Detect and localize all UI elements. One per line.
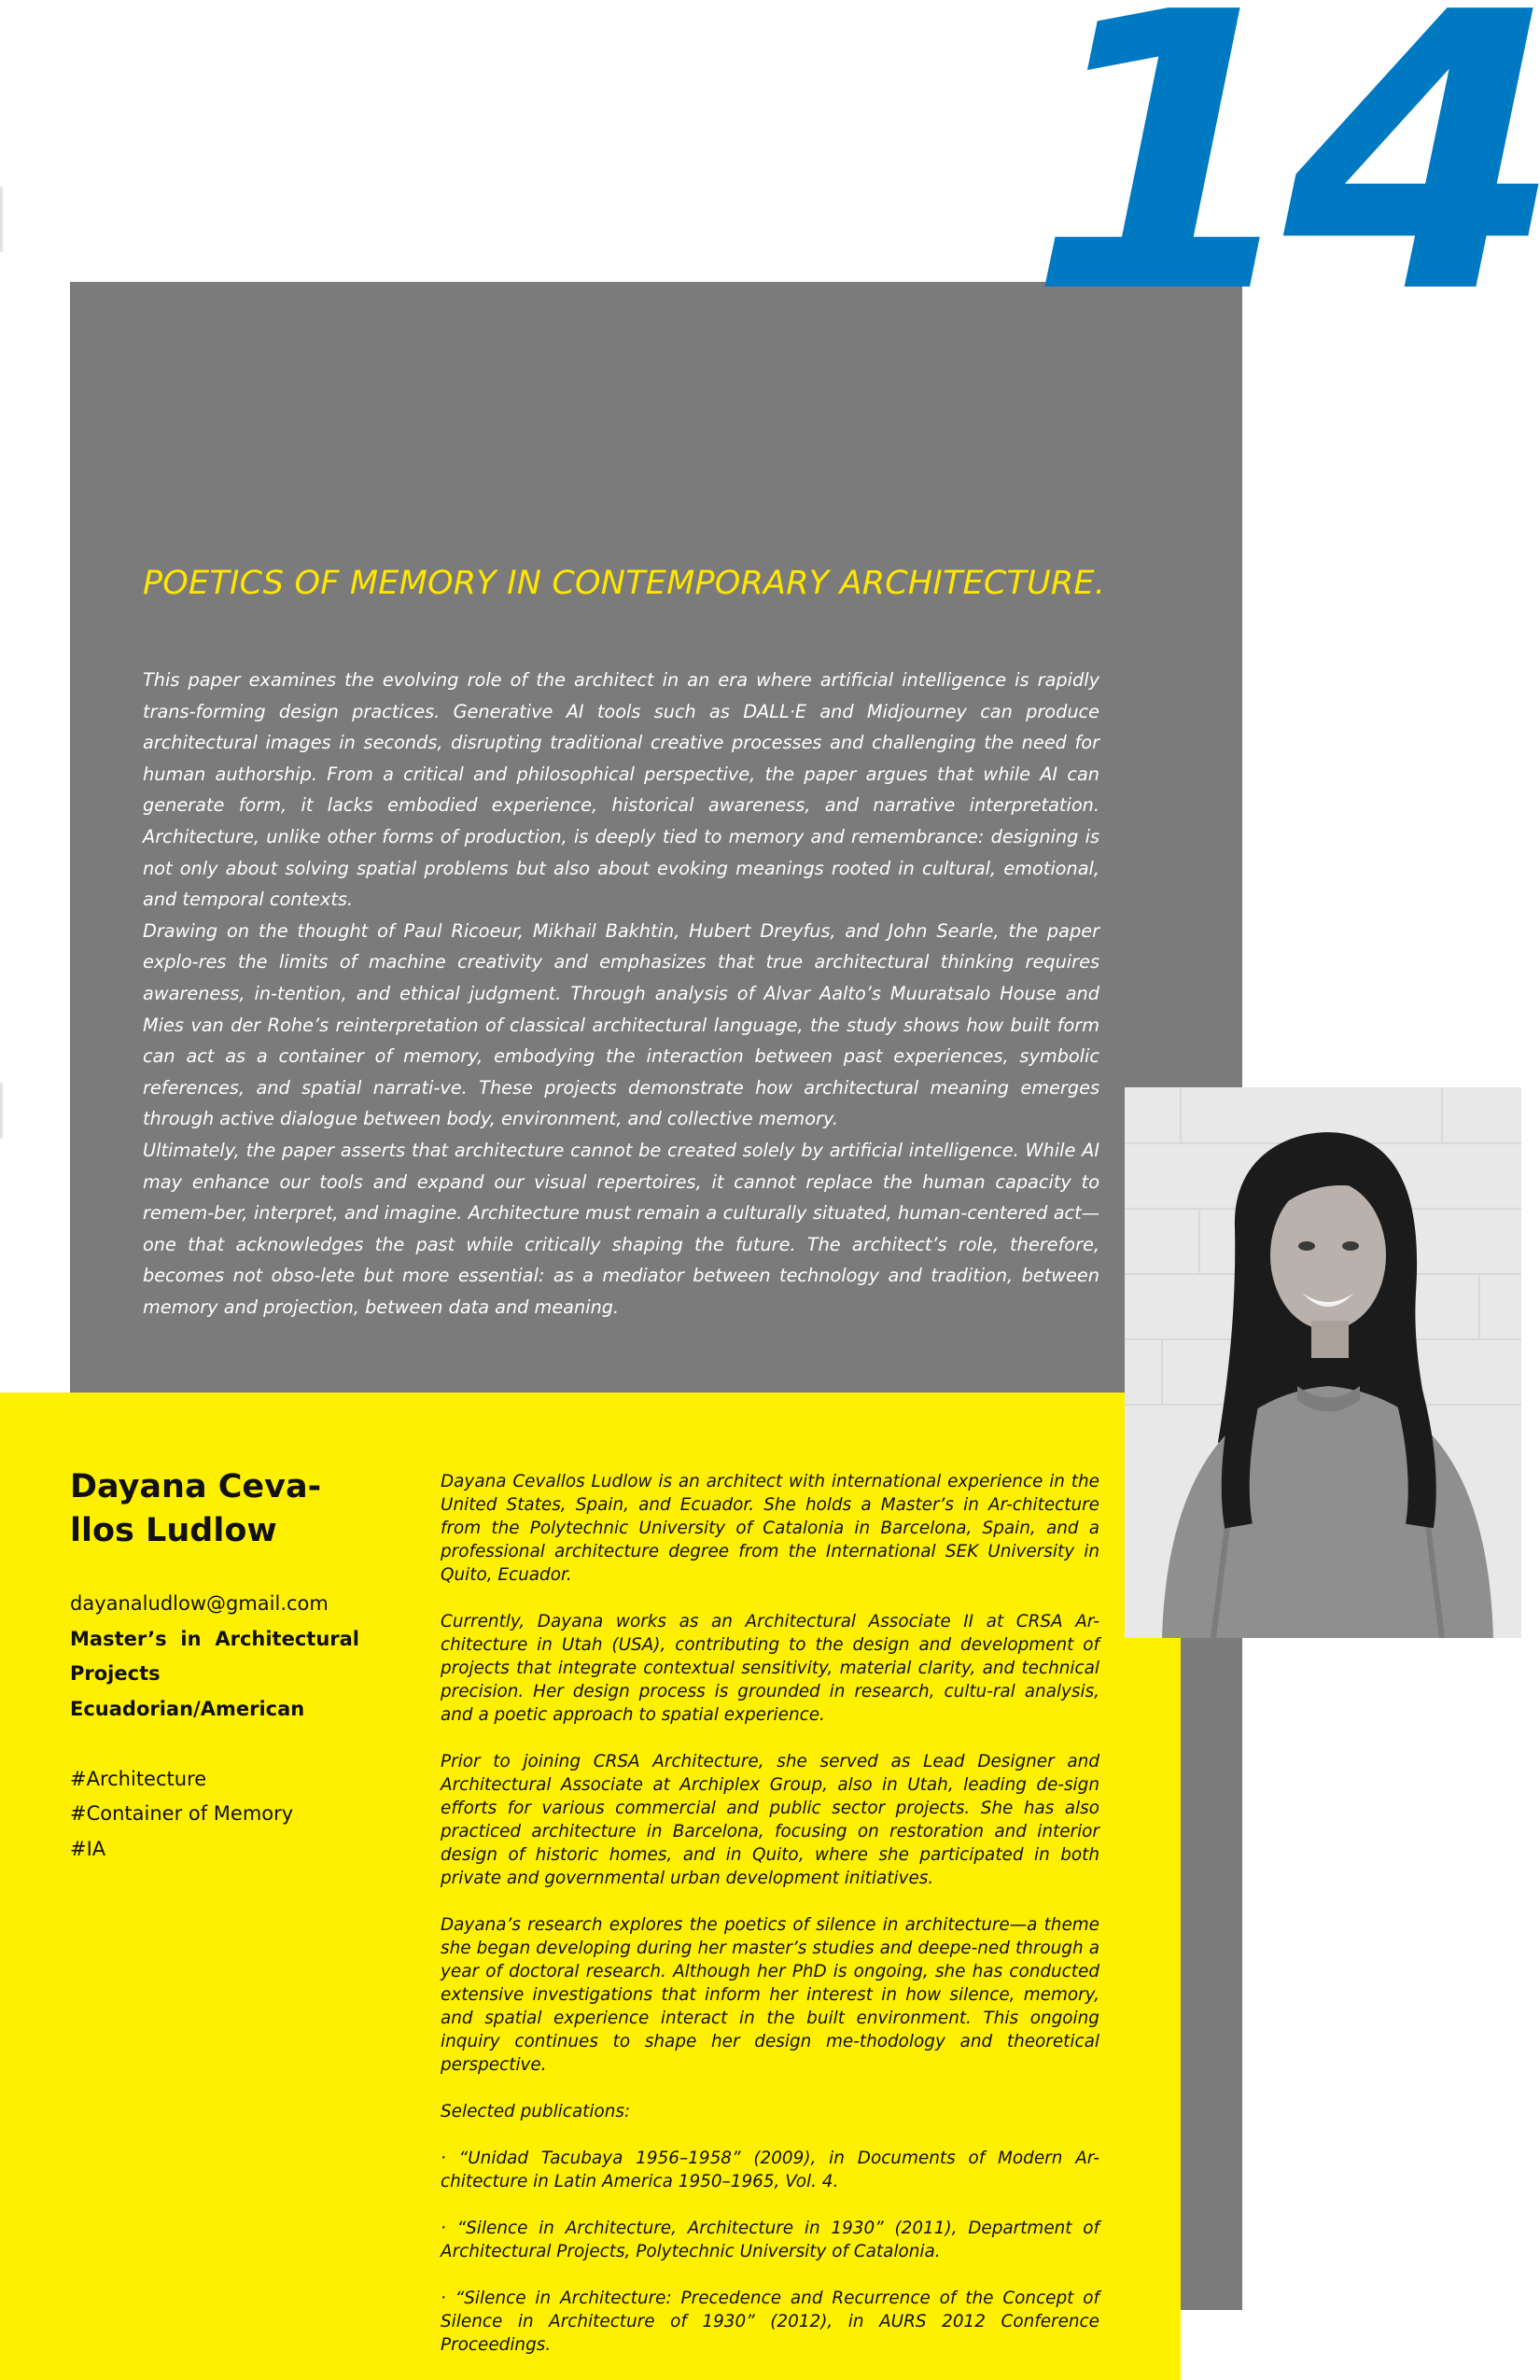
author-bio [441, 1470, 1099, 2380]
author-photo [1125, 1087, 1521, 1638]
spacer [70, 1727, 359, 1762]
publication-item: · “Unidad Tacubaya 1956–1958” (2009), in Documents of Modern Ar-chitecture in Latin America 1950–1965, Vol. 4. [441, 2149, 1099, 2191]
abstract-paragraph: This paper examines the evolving role of the architect in an era where artificial intelligence is rapidly trans-forming design practices. Generative AI tools such as DALL·E and Midjourney can produce architectural images in seconds, disrupting traditional creative processes and challenging the need for human authorship. From a critical and philosophical perspective, the paper argues that while AI can generate form, it lacks embodied experience, historical awareness, and narrative interpretation. Architecture, unlike other forms of production, is deeply tied to memory and remembrance: designing is not only about solving spatial problems but also about evoking meanings rooted in cultural, emotional, and temporal contexts. [143, 669, 1099, 911]
abstract-paragraph: Drawing on the thought of Paul Ricoeur, Mikhail Bakhtin, Hubert Dreyfus, and John Searle, the paper explo-res the limits of machine creativity and emphasizes that true architectural thinking requires awareness, in-tention, and ethical judgment. Through analysis of Alvar Aalto’s Muuratsalo House and Mies van der Rohe’s reinterpretation of classical architectural language, the study shows how built form can act as a container of memory, embodying the interaction between past experiences, symbolic references, and spatial narrati-ve. These projects demonstrate how architectural meaning emerges through active dialogue between body, environment, and collective memory. [143, 919, 1099, 1130]
abstract-paragraph: Ultimately, the paper asserts that architecture cannot be created solely by artificial intelligence. While AI may enhance our tools and expand our visual repertoires, it cannot replace the human capacity to remem-ber, interpret, and imagine. Architecture must remain a culturally situated, human-centered act—one that acknowledges the past while critically shaping the future. The architect’s role, therefore, becomes not obso-lete but more essential: as a mediator between technology and tradition, between memory and projection, between data and meaning. [143, 1139, 1099, 1318]
author-email[interactable]: dayanaludlow@gmail.com [70, 1592, 329, 1615]
author-details [70, 1587, 359, 1867]
publications-label: Selected publications: [441, 2102, 631, 2121]
portrait-image [1125, 1087, 1521, 1638]
publication-item: · “Silence in Architecture, Architecture in 1930” (2011), Department of Architectural Projects, Polytechnic University of Catalonia. [441, 2219, 1099, 2261]
bio-paragraph: Currently, Dayana works as an Architectural Associate II at CRSA Ar-chitecture in Utah (USA), contributing to the design and development of projects that integrate contextual sensitivity, material clarity, and technical precision. Her design process is grounded in research, cultu-ral analysis, and a poetic approach to spatial experience. [441, 1612, 1099, 1725]
author-name: Dayana Ceva-llos Ludlow [70, 1468, 322, 1549]
margin-tick [0, 187, 3, 252]
page-number: 14 [1028, 0, 1540, 377]
article-title: POETICS OF MEMORY IN CONTEMPORARY ARCHITECTURE. [143, 565, 1106, 602]
margin-tick [0, 1083, 3, 1139]
author-tag: #Container of Memory [70, 1802, 294, 1825]
author-tag: #Architecture [70, 1767, 207, 1790]
publication-item: · “Silence in Architecture: Precedence and Recurrence of the Concept of Silence in Architecture of 1930” (2012), in AURS 2012 Conference Proceedings. [441, 2289, 1099, 2355]
bio-paragraph: Dayana’s research explores the poetics of silence in architecture—a theme she began developing during her master’s studies and deepe-ned through a year of doctoral research. Although her PhD is ongoing, she has conducted extensive investigations that inform her interest in how silence, memory, and spatial experience interact in the built environment. This ongoing inquiry continues to shape her design me-thodology and theoretical perspective. [441, 1915, 1099, 2075]
author-tag: #IA [70, 1837, 106, 1860]
bio-paragraph: Dayana Cevallos Ludlow is an architect with international experience in the United States, Spain, and Ecuador. She holds a Master’s in Ar-chitecture from the Polytechnic University of Catalonia in Barcelona, Spain, and a professional architecture degree from the International SEK University in Quito, Ecuador. [441, 1472, 1099, 1585]
bio-paragraph: Prior to joining CRSA Architecture, she served as Lead Designer and Architectural Associate at Archiplex Group, also in Utah, leading de-sign efforts for various commercial and public sector projects. She has also practiced architecture in Barcelona, focusing on restoration and interior design of historic homes, and in Quito, where she participated in both private and governmental urban development initiatives. [441, 1752, 1099, 1888]
article-abstract [143, 665, 1099, 1323]
author-nationality: Ecuadorian/American [70, 1697, 305, 1720]
left-margin-strip [0, 280, 70, 1391]
author-degree: Master’s in Architectural Projects [70, 1627, 359, 1685]
